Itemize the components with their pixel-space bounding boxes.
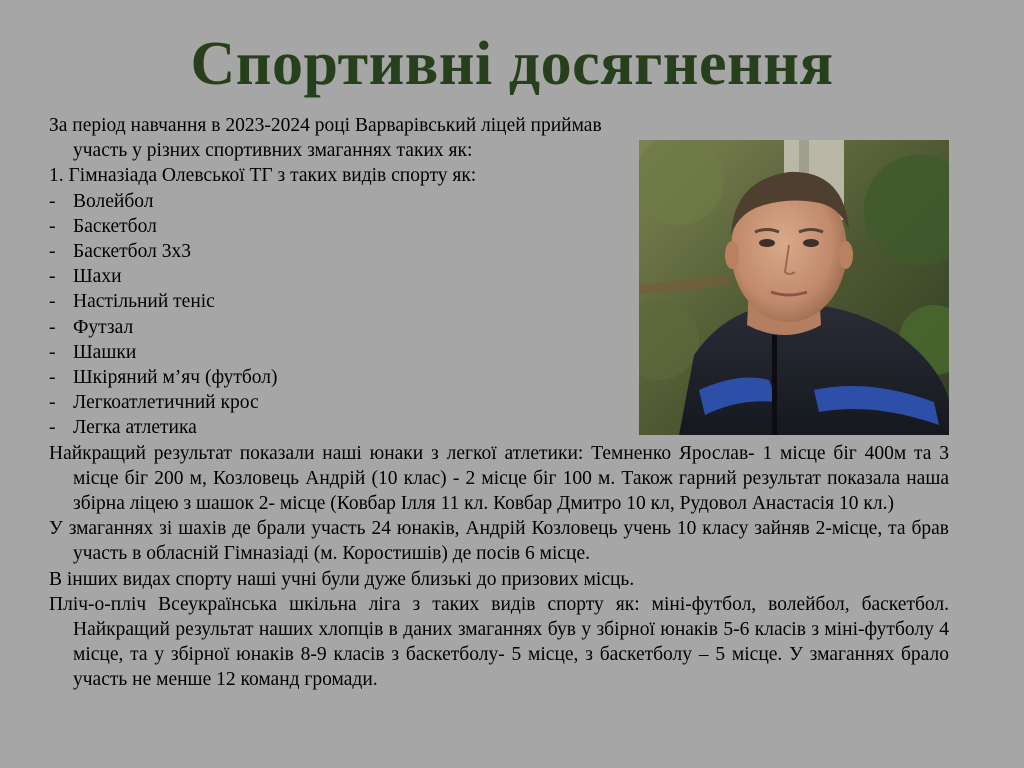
list-item (49, 289, 623, 314)
list-item (49, 365, 623, 390)
list-item (49, 189, 623, 214)
list-dash: - (49, 316, 56, 338)
slide-title: Спортивні досягнення (190, 30, 834, 98)
sport-name: Футзал (73, 316, 134, 338)
list-item (49, 214, 623, 239)
sport-name: Волейбол (73, 190, 154, 212)
sport-name: Шахи (73, 266, 122, 288)
sport-name: Легкоатлетичний крос (73, 392, 259, 414)
chess-paragraph: У змаганнях зі шахів де брали участь 24 юнаків, Андрій Козловець учень 10 класу зайняв 2-місце, та брав участь в обласній Гімназіаді (м. Коростишів) де посів 6 місце. (49, 518, 949, 565)
list-dash: - (49, 241, 56, 263)
list-dash: - (49, 341, 56, 363)
list-item (49, 415, 623, 440)
list-dash: - (49, 190, 56, 212)
sport-name: Шкіряний м’яч (футбол) (73, 367, 278, 389)
other-sports-paragraph: В інших видах спорту наші учні були дуже близькі до призових місць. (49, 568, 635, 590)
list-dash: - (49, 367, 56, 389)
list-dash: - (49, 392, 56, 414)
list-item (49, 315, 623, 340)
sport-name: Баскетбол 3х3 (73, 241, 191, 263)
list-dash: - (49, 266, 56, 288)
school-league-paragraph: Пліч-о-пліч Всеукраїнська шкільна ліга з таких видів спорту як: міні-футбол, волейбол, баскетбол. Найкращий результат наших хлопців в даних змаганнях був у збірної юнаків 5-6 класів з міні-футболу 4 місце, та у збірної юнаків 8-9 класів з баскетболу- 5 місце, з баскетболу – 5 місце. У змаганнях брало участь не менше 12 команд громади. (49, 593, 949, 691)
list-heading: 1. Гімназіада Олевської ТГ з таких видів спорту як: (49, 165, 477, 187)
portrait-photo (639, 140, 949, 435)
sport-name: Баскетбол (73, 215, 157, 237)
list-item (49, 340, 623, 365)
list-dash: - (49, 215, 56, 237)
list-item (49, 239, 623, 264)
list-item (49, 264, 623, 289)
list-item (49, 390, 623, 415)
list-dash: - (49, 417, 56, 439)
slide-body (49, 113, 949, 693)
sport-name: Шашки (73, 341, 137, 363)
sport-name: Настільний теніс (73, 291, 215, 313)
portrait-photo-image (639, 140, 949, 435)
sport-name: Легка атлетика (73, 417, 197, 439)
results-paragraph: Найкращий результат показали наші юнаки з легкої атлетики: Темненко Ярослав- 1 місце біг 400м та 3 місце біг 200 м, Козловець Андрій (10 клас) - 2 місце біг 100 м. Також гарний результат показала наша збірна ліцею з шашок 2- місце (Ковбар Ілля 11 кл. Ковбар Дмитро 10 кл, Рудовол Анастасія 10 кл.) (49, 442, 949, 515)
intro-paragraph: За період навчання в 2023-2024 році Варварівський ліцей приймав участь у різних спортивних змаганнях таких як: (49, 115, 602, 162)
list-dash: - (49, 291, 56, 313)
